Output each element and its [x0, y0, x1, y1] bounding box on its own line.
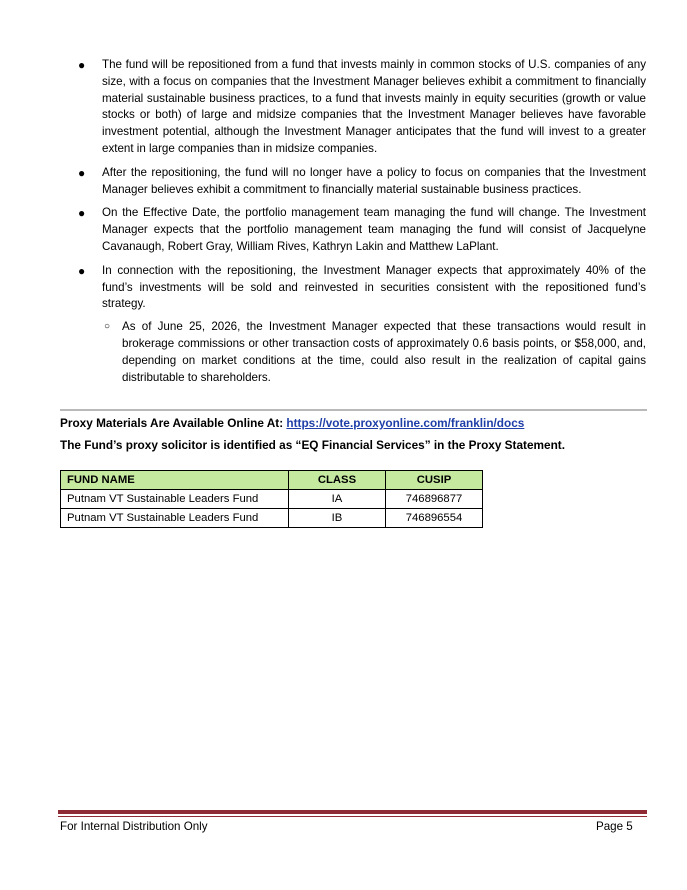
column-header-fund-name: FUND NAME: [61, 471, 289, 490]
fund-table: [60, 470, 483, 528]
bullet-icon: ●: [78, 165, 86, 180]
bullet-item: [60, 263, 646, 387]
sub-bullet-text: As of June 25, 2026, the Investment Manager expected that these transactions would result in brokerage commissions or other transaction costs of approximately 0.6 basis points, or $58,000, and, depending on market conditions at the time, could also result in the realization of capital gains distributable to shareholders.: [122, 320, 646, 384]
bullet-icon: ●: [78, 58, 86, 72]
cusip-cell: 746896554: [386, 509, 483, 528]
proxy-solicitor-statement: The Fund’s proxy solicitor is identified as “EQ Financial Services” in the Proxy Statement.: [60, 438, 565, 452]
bullet-item: [60, 57, 646, 158]
bullet-icon: ●: [78, 206, 86, 221]
fund-name-cell: Putnam VT Sustainable Leaders Fund: [61, 509, 289, 528]
bullet-text: On the Effective Date, the portfolio management team managing the fund will change. The Investment Manager expects that the portfolio management team managing the fund will consist of Jacquelyne Cavanaugh, Robert Gray, William Rives, Kathryn Lakin and Matthew LaPlant.: [102, 206, 646, 253]
fund-name-cell: Putnam VT Sustainable Leaders Fund: [61, 490, 289, 509]
footer-rule: [58, 810, 647, 814]
bullet-item: [60, 165, 646, 199]
column-header-class: CLASS: [289, 471, 386, 490]
sub-bullet-item: [102, 319, 646, 386]
circle-bullet-icon: ○: [104, 321, 111, 333]
proxy-label: Proxy Materials Are Available Online At:: [60, 416, 284, 430]
bullet-icon: ●: [78, 263, 86, 278]
table-row: [61, 490, 483, 509]
class-cell: IB: [289, 509, 386, 528]
sub-bullet-list: [102, 319, 646, 386]
bullet-list: [60, 57, 646, 386]
table-row: [61, 509, 483, 528]
page-number: Page 5: [596, 820, 633, 833]
bullet-text: After the repositioning, the fund will no longer have a policy to focus on companies that the Investment Manager believes exhibit a commitment to financially material sustainable business practices.: [102, 165, 646, 196]
footer-rule-thin: [58, 816, 647, 817]
section-divider: [60, 409, 647, 411]
body-content: [60, 57, 646, 393]
column-header-cusip: CUSIP: [386, 471, 483, 490]
table-header-row: [61, 471, 483, 490]
footer-distribution-note: For Internal Distribution Only: [60, 820, 208, 833]
proxy-materials-line: [60, 416, 524, 430]
bullet-text: The fund will be repositioned from a fund that invests mainly in common stocks of U.S. companies of any size, with a focus on companies that the Investment Manager believes exhibit a commitment to financially material sustainable business practices, to a fund that invests mainly in equity securities (growth or value stocks or both) of large and midsize companies that the Investment Manager believes have favorable investment potential, although the Investment Manager anticipates that the fund will invest to a greater extent in large companies than in midsize companies.: [102, 58, 646, 155]
bullet-item: [60, 205, 646, 255]
bullet-text: In connection with the repositioning, the Investment Manager expects that approximately 40% of the fund’s investments will be sold and reinvested in securities consistent with the repositioned fund’s strategy.: [102, 263, 646, 311]
cusip-cell: 746896877: [386, 490, 483, 509]
class-cell: IA: [289, 490, 386, 509]
proxy-link[interactable]: https://vote.proxyonline.com/franklin/docs: [286, 416, 525, 430]
